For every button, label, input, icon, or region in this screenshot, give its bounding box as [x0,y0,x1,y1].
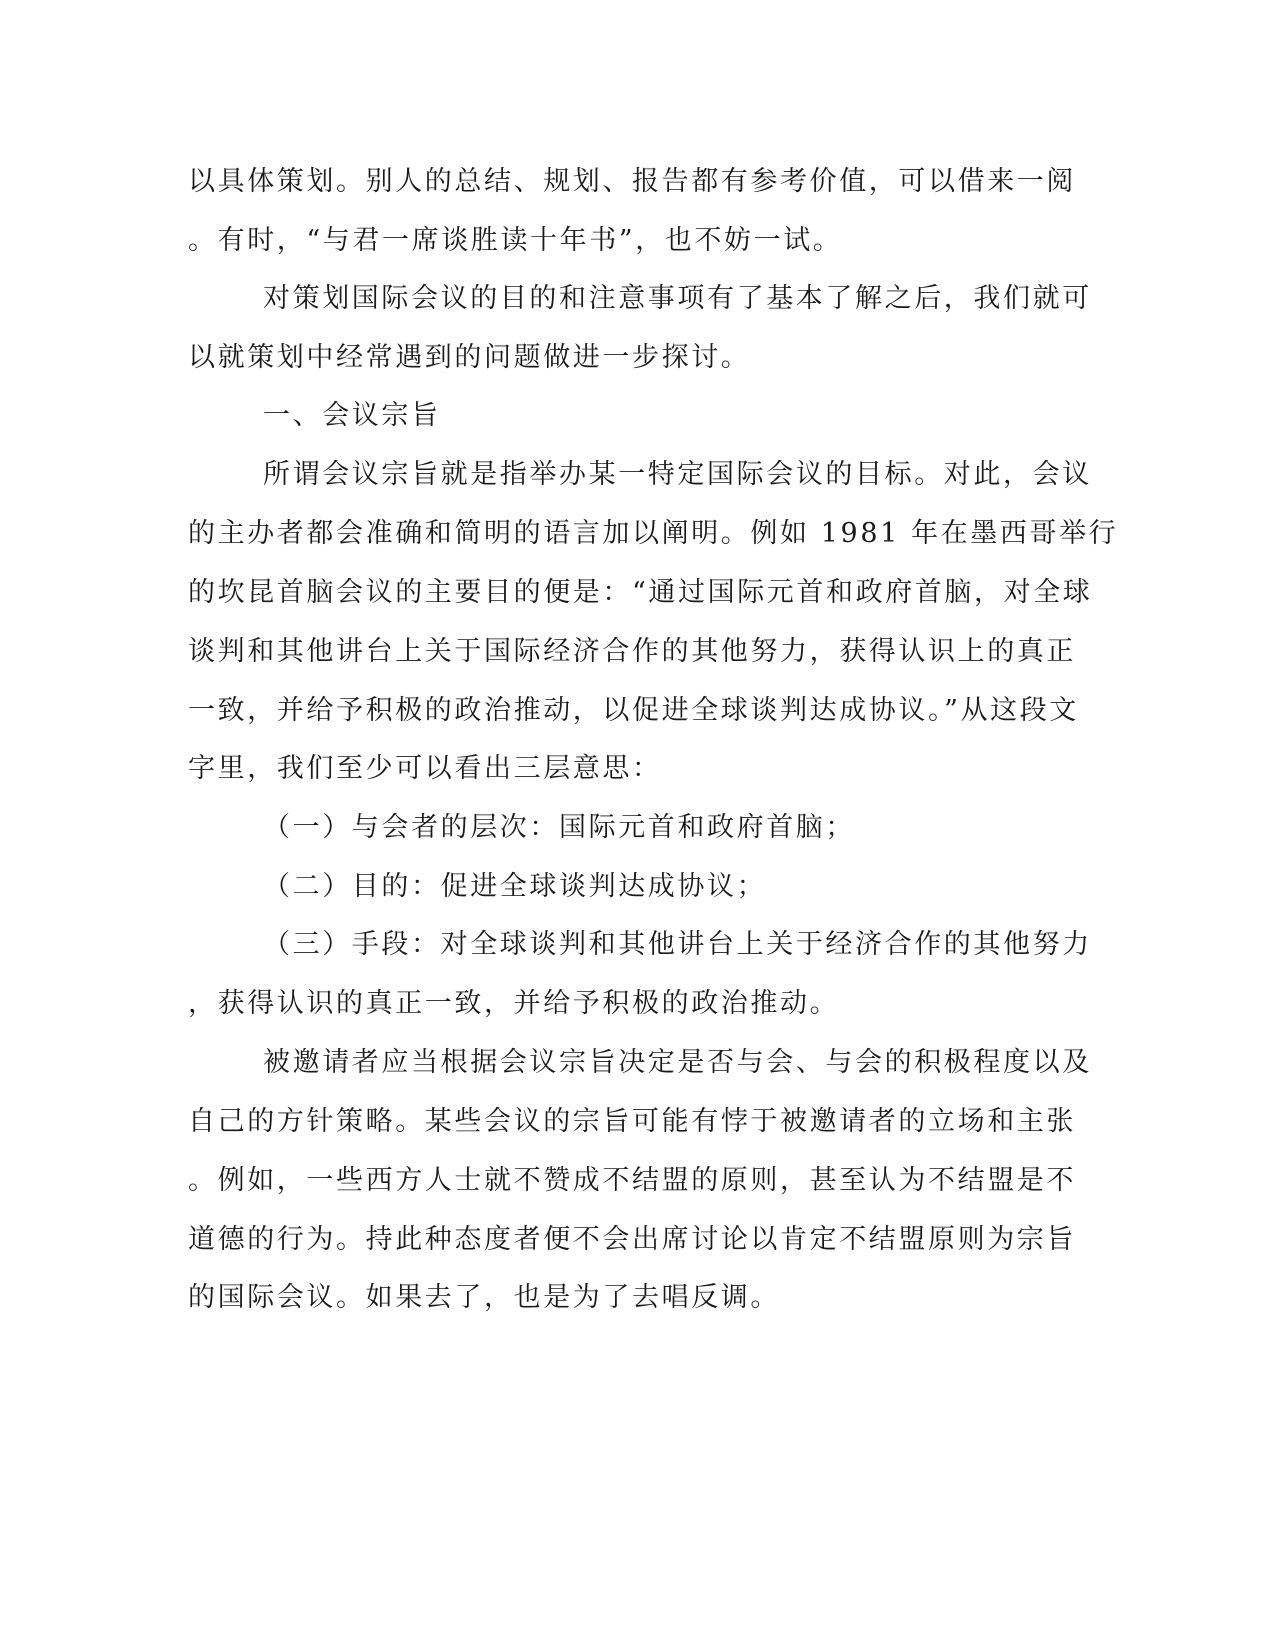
text-line: 的主办者都会准确和简明的语言加以阐明。例如 1981 年在墨西哥举行 [188,518,1119,549]
text-line: 的国际会议。如果去了，也是为了去唱反调。 [188,1282,780,1313]
text-line: 。例如，一些西方人士就不赞成不结盟的原则，甚至认为不结盟是不 [188,1165,1076,1196]
text-line: 谈判和其他讲台上关于国际经济合作的其他努力，获得认识上的真正 [188,636,1076,667]
text-line: 。有时，“与君一席谈胜读十年书”，也不妨一试。 [188,225,843,256]
list-item: （二）目的：促进全球谈判达成协议； [263,871,767,902]
text-line: 一致，并给予积极的政治推动，以促进全球谈判达成协议。”从这段文 [188,695,1079,726]
text-line: 道德的行为。持此种态度者便不会出席讨论以肯定不结盟原则为宗旨 [188,1224,1076,1255]
text-line: 字里，我们至少可以看出三层意思： [188,753,662,784]
list-item: （一）与会者的层次：国际元首和政府首脑； [263,812,855,843]
text-line: 以具体策划。别人的总结、规划、报告都有参考价值，可以借来一阅 [188,166,1076,197]
paragraph-first-line: 被邀请者应当根据会议宗旨决定是否与会、与会的积极程度以及 [263,1047,1092,1078]
text-line: 自己的方针策略。某些会议的宗旨可能有悖于被邀请者的立场和主张 [188,1106,1076,1137]
text-line: 的坎昆首脑会议的主要目的便是：“通过国际元首和政府首脑，对全球 [188,577,1093,608]
paragraph-first-line: 所谓会议宗旨就是指举办某一特定国际会议的目标。对此，会议 [263,459,1092,490]
text-line: ，获得认识的真正一致，并给予积极的政治推动。 [188,988,840,1019]
section-heading: 一、会议宗旨 [263,400,441,431]
paragraph-first-line: 对策划国际会议的目的和注意事项有了基本了解之后，我们就可 [263,283,1092,314]
text-line: 以就策划中经常遇到的问题做进一步探讨。 [188,342,751,373]
list-item: （三）手段：对全球谈判和其他讲台上关于经济合作的其他努力 [263,929,1092,960]
